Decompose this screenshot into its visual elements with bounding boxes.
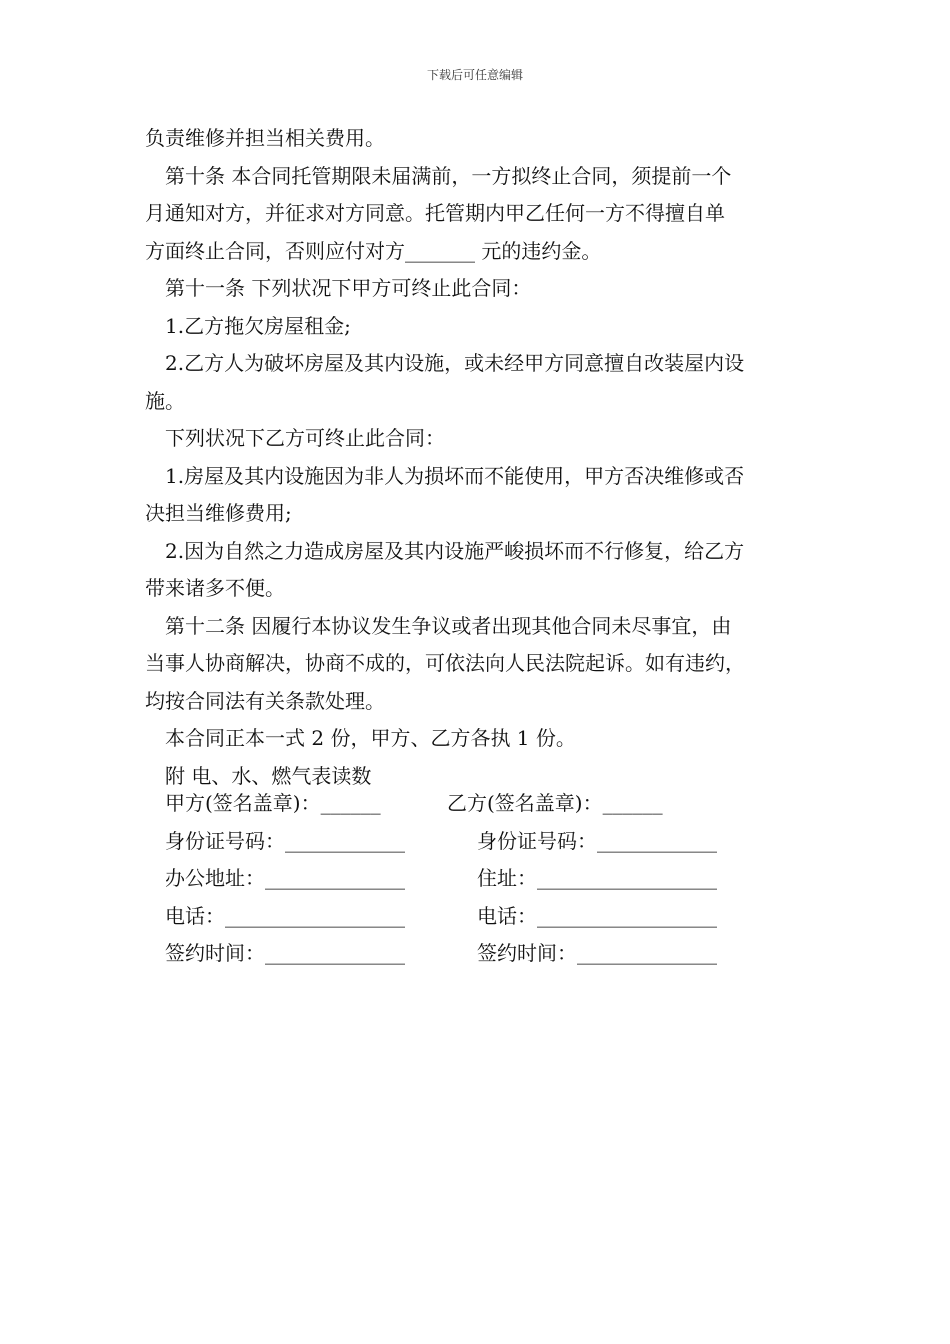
signature-row xyxy=(165,898,805,936)
list-item: 1.房屋及其内设施因为非人为损坏而不能使用，甲方否决维修或否 xyxy=(165,463,745,488)
party-b-signature-field: 乙方(签名盖章)：______ xyxy=(447,791,663,815)
list-item: 2.因为自然之力造成房屋及其内设施严峻损坏而不行修复，给乙方 xyxy=(165,538,745,563)
party-b-phone-field: 电话：__________________ xyxy=(477,903,717,928)
signature-row xyxy=(165,935,805,973)
party-b-id-field: 身份证号码：____________ xyxy=(477,828,717,853)
paragraph-line: 施。 xyxy=(145,388,185,413)
party-a-office-address-field: 办公地址：______________ xyxy=(165,866,405,890)
article-10-heading: 第十条 本合同托管期限未届满前，一方拟终止合同，须提前一个 xyxy=(165,163,732,188)
party-a-id-field: 身份证号码：____________ xyxy=(165,828,405,853)
list-item: 1.乙方拖欠房屋租金; xyxy=(165,313,351,338)
paragraph-line: 方面终止合同，否则应付对方_______ 元的违约金。 xyxy=(145,238,602,263)
party-a-signature-field: 甲方(签名盖章)：______ xyxy=(165,791,381,815)
copies-clause: 本合同正本一式 2 份，甲方、乙方各执 1 份。 xyxy=(165,726,576,750)
list-item: 2.乙方人为破坏房屋及其内设施，或未经甲方同意擅自改装屋内设 xyxy=(165,351,745,375)
paragraph-line: 月通知对方，并征求对方同意。托管期内甲乙任何一方不得擅自单 xyxy=(145,201,725,225)
header-note: 下载后可任意编辑 xyxy=(426,68,523,82)
paragraph-line: 负责维修并担当相关费用。 xyxy=(145,126,385,150)
article-11-heading: 第十一条 下列状况下甲方可终止此合同： xyxy=(165,276,532,300)
section-heading: 下列状况下乙方可终止此合同： xyxy=(165,426,445,450)
party-a-phone-field: 电话：__________________ xyxy=(165,903,405,928)
party-a-sign-date-field: 签约时间：______________ xyxy=(165,941,405,965)
party-b-address-field: 住址：__________________ xyxy=(477,866,717,890)
signature-row xyxy=(165,785,805,823)
article-12-heading: 第十二条 因履行本协议发生争议或者出现其他合同未尽事宜，由 xyxy=(165,613,732,638)
contract-body xyxy=(145,120,825,795)
paragraph-line: 决担当维修费用; xyxy=(145,501,292,525)
paragraph-line: 带来诸多不便。 xyxy=(145,576,285,600)
signature-block xyxy=(165,785,805,973)
paragraph-line: 均按合同法有关条款处理。 xyxy=(145,688,385,713)
signature-row xyxy=(165,823,805,861)
signature-row xyxy=(165,860,805,898)
party-b-sign-date-field: 签约时间：______________ xyxy=(477,941,717,965)
paragraph-line: 当事人协商解决，协商不成的，可依法向人民法院起诉。如有违约， xyxy=(145,651,745,675)
attachment-note: 附 电、水、燃气表读数 xyxy=(165,763,372,788)
